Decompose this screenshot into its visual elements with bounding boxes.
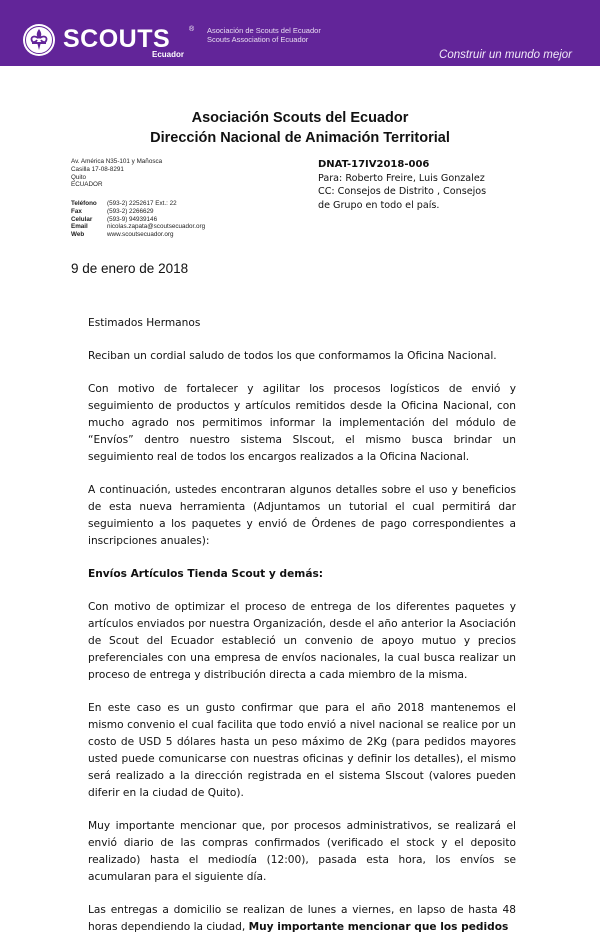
paragraph: Muy importante mencionar que, por procesos administrativos, se realizará el envió diario de las compras confirmados (verificado el stock y el deposito realizado) hasta el mediodía (12:00), pasada esta hora, los envíos se acumularan para el siguiente día. [88, 820, 516, 883]
document-title: Asociación Scouts del Ecuador [191, 110, 409, 126]
contact-value: (593-9) 94939146 [107, 215, 158, 223]
fleur-de-lis-logo-icon [22, 23, 56, 57]
contact-value: nicolas.zapata@scoutsecuador.org [107, 223, 206, 231]
paragraph: A continuación, ustedes encontraran algunos detalles sobre el uso y beneficios de esta nueva herramienta (Adjuntamos un tutorial el cual permitirá dar seguimiento a los paquetes y envió de Órdenes de pago correspondientes a inscripciones anuales): [88, 484, 516, 547]
cc-line: CC: Consejos de Distrito , Consejos [318, 186, 487, 197]
contact-label: Teléfono [71, 200, 97, 207]
tagline: Construir un mundo mejor [439, 49, 572, 61]
org-name-spanish: Asociación de Scouts del Ecuador [207, 26, 321, 35]
address-country: ECUADOR [71, 181, 103, 189]
paragraph: Reciban un cordial saludo de todos los que conformamos la Oficina Nacional. [88, 350, 497, 362]
contact-block [71, 200, 205, 239]
greeting: Estimados Hermanos [88, 317, 201, 329]
contact-value: (593-2) 2252617 Ext.: 22 [107, 200, 177, 207]
paragraph [88, 902, 516, 936]
logo-subtitle: Ecuador [152, 50, 185, 59]
document-subtitle: Dirección Nacional de Animación Territorial [150, 130, 450, 146]
contact-row [71, 231, 205, 239]
paragraph-text: Las entregas a domicilio se realizan de lunes a viernes, en lapso de hasta 48 horas dependiendo la ciudad, [88, 904, 516, 933]
contact-row [71, 223, 205, 231]
sender-address [71, 158, 162, 189]
contact-row [71, 200, 205, 208]
contact-label: Email [71, 223, 88, 231]
paragraph: Con motivo de fortalecer y agilitar los procesos logísticos de envió y seguimiento de productos y artículos remitidos desde la Oficina Nacional, con mucho agrado nos permitimos informar la implementación del módulo de “Envíos” dentro nuestro sistema SIscout, el mismo busca brindar un seguimiento real de todos los encargos realizados a la Oficina Nacional. [88, 383, 516, 463]
contact-label: Celular [71, 215, 93, 223]
org-name-english: Scouts Association of Ecuador [207, 35, 309, 44]
logo-wordmark: SCOUTS [63, 25, 171, 53]
section-heading: Envíos Artículos Tienda Scout y demás: [88, 568, 324, 580]
contact-value: www.scoutsecuador.org [107, 231, 174, 239]
registered-mark: ® [189, 26, 195, 33]
cc-line-continued: de Grupo en todo el país. [318, 199, 440, 211]
address-casilla: Casilla 17-08-8291 [71, 165, 124, 173]
reference-code: DNAT-17IV2018-006 [318, 159, 430, 170]
recipients-line: Para: Roberto Freire, Luis Gonzalez [318, 172, 485, 184]
letter-date: 9 de enero de 2018 [71, 261, 189, 276]
contact-label: Fax [71, 207, 82, 215]
address-city: Quito [71, 173, 87, 181]
address-street: Av. América N35-101 y Mañosca [71, 158, 163, 165]
contact-row [71, 208, 205, 216]
reference-block [318, 158, 486, 212]
contact-label: Web [71, 231, 85, 239]
paragraph: En este caso es un gusto confirmar que para el año 2018 mantenemos el mismo convenio el cual facilita que todo envió a nivel nacional se realice por un costo de USD 5 dólares hasta un peso máximo de 2Kg (para pedidos mayores usted puede comunicarse con nuestras oficinas y definir los detalles), el mismo será realizado a la dirección registrada en el sistema SIscout (valores pueden diferir en la ciudad de Quito). [88, 702, 516, 799]
header-band [0, 0, 600, 66]
contact-row [71, 216, 205, 224]
letter-body [88, 315, 516, 952]
paragraph: Con motivo de optimizar el proceso de entrega de los diferentes paquetes y artículos enviados por nuestra Organización, desde el año anterior la Asociación de Scout del Ecuador estableció un convenio de apoyo mutuo y precios preferenciales con una empresa de envíos nacionales, la cual busca realizar un proceso de entrega y distribución directa a cada miembro de la misma. [88, 601, 516, 681]
paragraph-bold-text: Muy importante mencionar que los pedidos [248, 921, 509, 933]
contact-value: (593-2) 2266629 [107, 207, 154, 215]
